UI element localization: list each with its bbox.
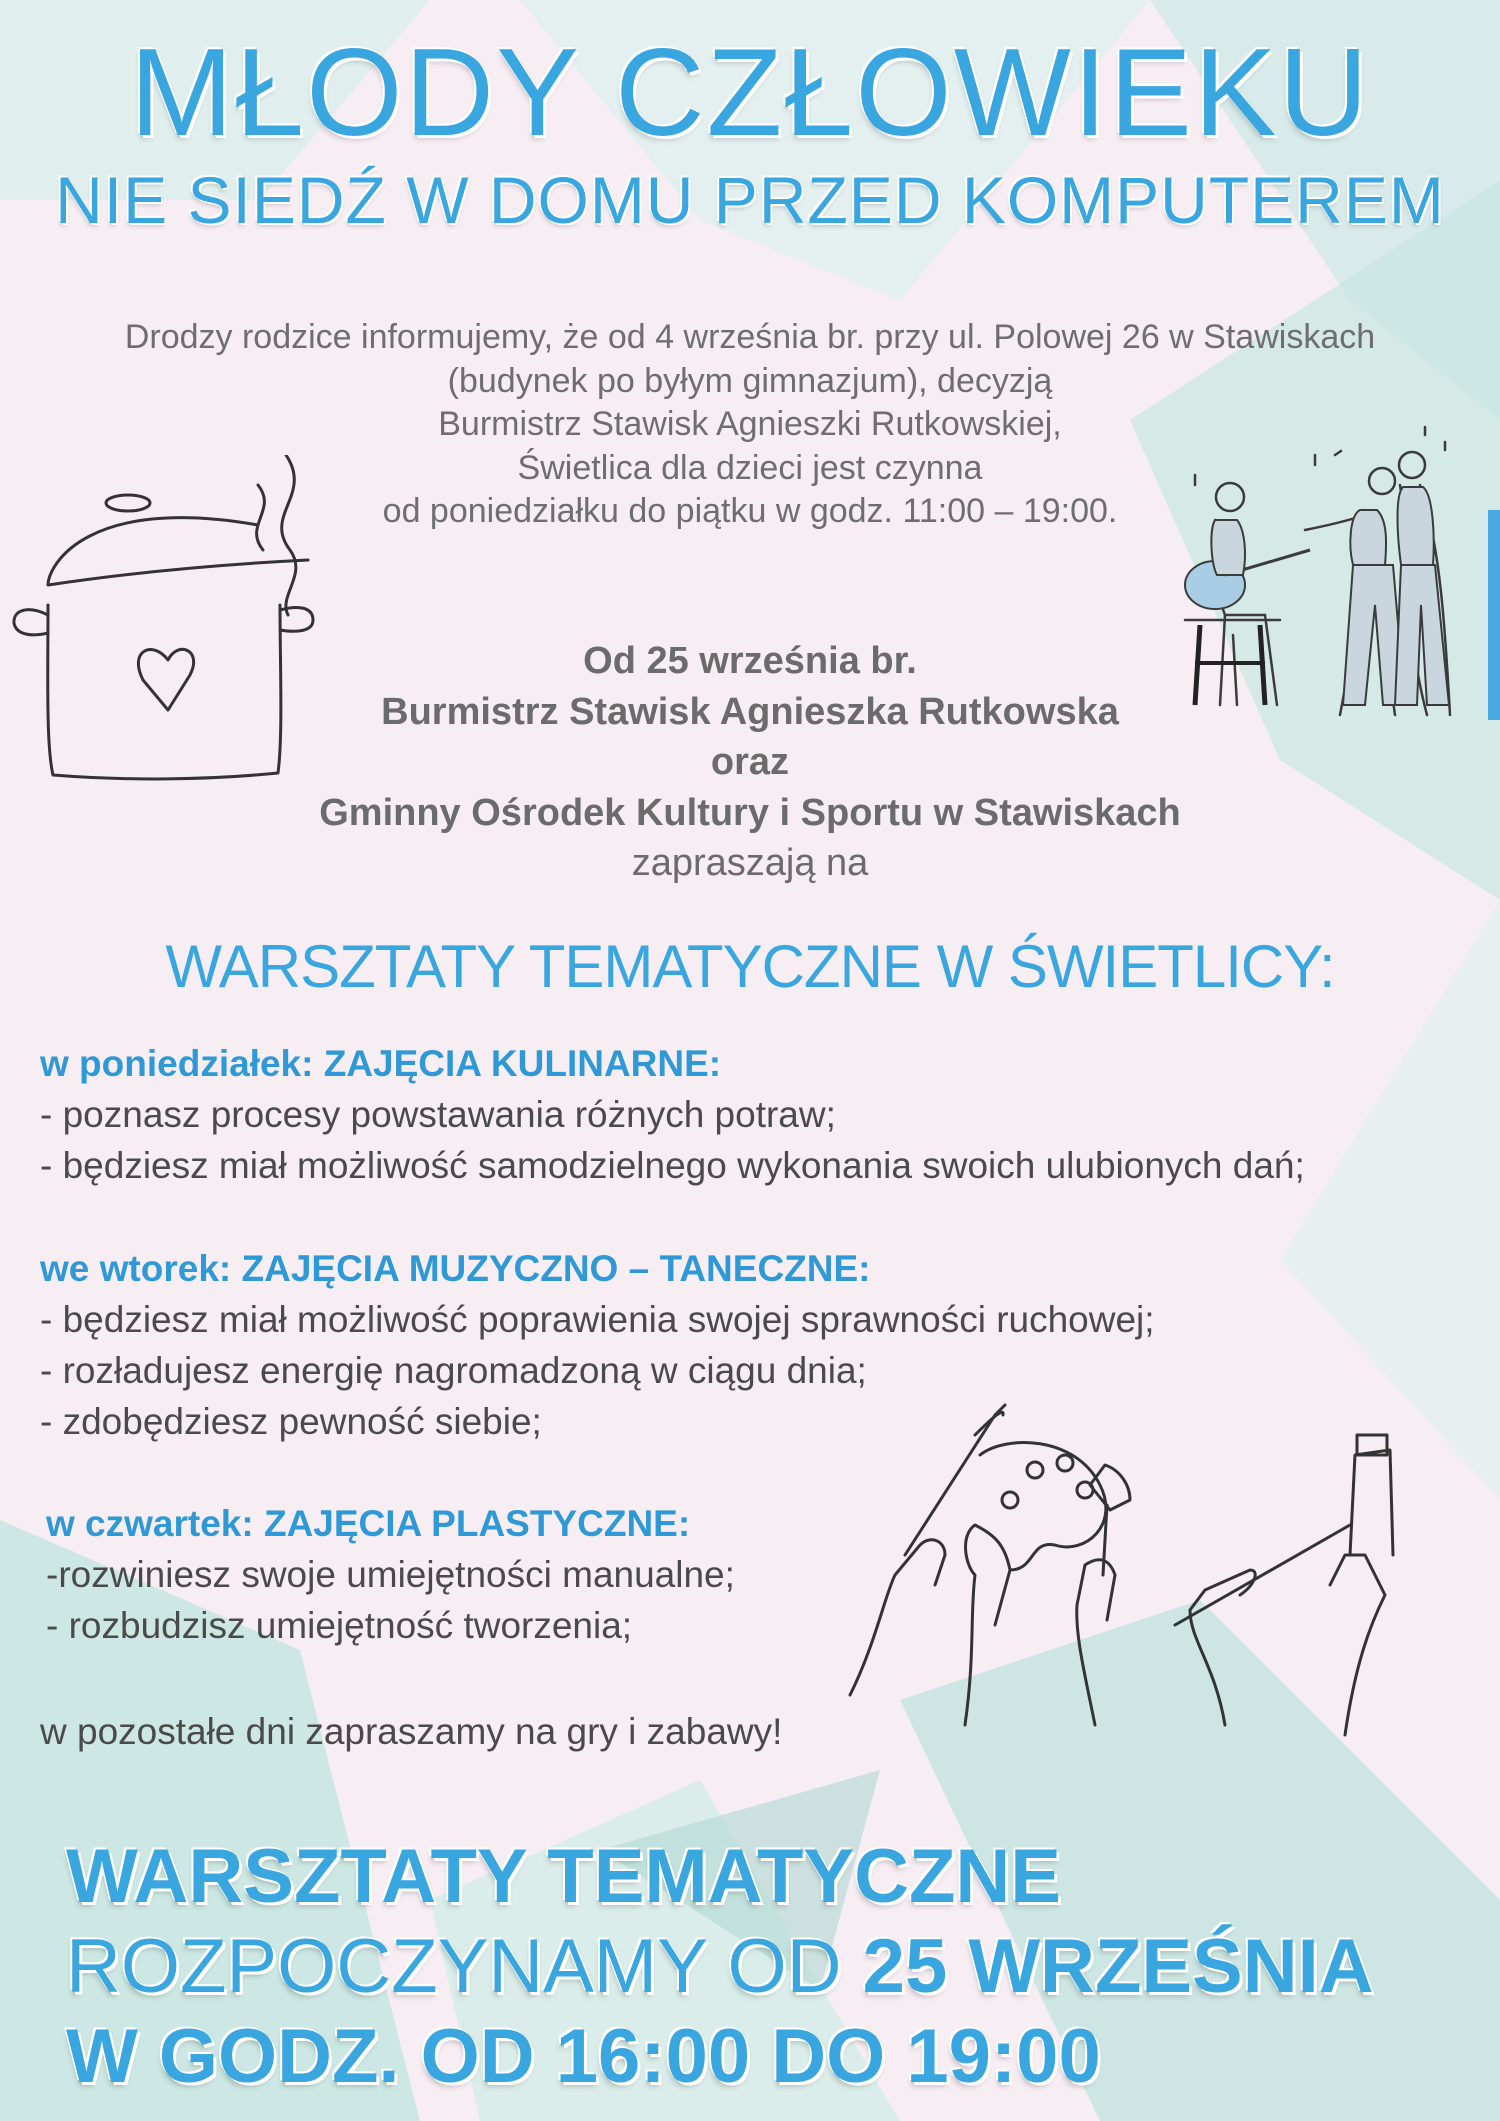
invite-block: [200, 636, 1300, 889]
list-item: - poznasz procesy powstawania różnych potraw;: [40, 1094, 836, 1136]
monday-heading: w poniedziałek: ZAJĘCIA KULINARNE:: [40, 1043, 722, 1084]
intro-line: Burmistrz Stawisk Agnieszki Rutkowskiej,: [438, 405, 1062, 444]
footer-hours: W GODZ. OD 16:00 DO 19:00: [66, 2014, 1101, 2099]
invite-mayor: Burmistrz Stawisk Agnieszka Rutkowska: [381, 690, 1119, 733]
footer-date: 25 WRZEŚNIA: [862, 1924, 1374, 2009]
footer-line-2-light: ROZPOCZYNAMY OD: [66, 1924, 863, 2009]
invite-institution: Gminny Ośrodek Kultury i Sportu w Stawiskach: [319, 791, 1181, 834]
monday-section: [40, 1038, 1305, 1191]
footer-line-2: [66, 1923, 1374, 2010]
intro-line: od poniedziałku do piątku w godz. 11:00 – 19:00.: [382, 492, 1118, 531]
page-title: MŁODY CZŁOWIEKU: [129, 24, 1371, 162]
intro-line: (budynek po byłym gimnazjum), decyzją: [447, 361, 1053, 400]
thursday-section: [46, 1498, 735, 1651]
other-days-text: w pozostałe dni zapraszamy na gry i zabawy!: [40, 1711, 783, 1752]
list-item: -rozwiniesz swoje umiejętności manualne;: [46, 1554, 735, 1596]
page-subtitle: NIE SIEDŹ W DOMU PRZED KOMPUTEREM: [55, 163, 1445, 237]
intro-line: Świetlica dla dzieci jest czynna: [517, 448, 983, 487]
footer-line-1: [66, 1833, 1061, 1920]
footer-line-1-text: WARSZTATY TEMATYCZNE: [66, 1834, 1061, 1919]
thursday-heading: w czwartek: ZAJĘCIA PLASTYCZNE:: [46, 1503, 691, 1544]
list-item: - będziesz miał możliwość poprawienia swojej sprawności ruchowej;: [40, 1299, 1155, 1341]
tuesday-heading: we wtorek: ZAJĘCIA MUZYCZNO – TANECZNE:: [40, 1248, 871, 1289]
list-item: - będziesz miał możliwość samodzielnego wykonania swoich ulubionych dań;: [40, 1145, 1305, 1187]
art-hands-icon: [845, 1395, 1425, 1745]
list-item: - rozładujesz energię nagromadzoną w ciągu dnia;: [40, 1350, 867, 1392]
footer-line-3: [66, 2013, 1101, 2100]
invite-date: Od 25 września br.: [583, 640, 917, 682]
workshops-title: WARSZTATY TEMATYCZNE W ŚWIETLICY:: [165, 933, 1335, 1000]
invite-and: oraz: [710, 741, 790, 784]
intro-line: Drodzy rodzice informujemy, że od 4 września br. przy ul. Polowej 26 w Stawiskach: [124, 318, 1376, 356]
list-item: - zdobędziesz pewność siebie;: [40, 1401, 542, 1443]
list-item: - rozbudzisz umiejętność tworzenia;: [46, 1605, 633, 1647]
invite-invite: zapraszają na: [631, 842, 869, 885]
